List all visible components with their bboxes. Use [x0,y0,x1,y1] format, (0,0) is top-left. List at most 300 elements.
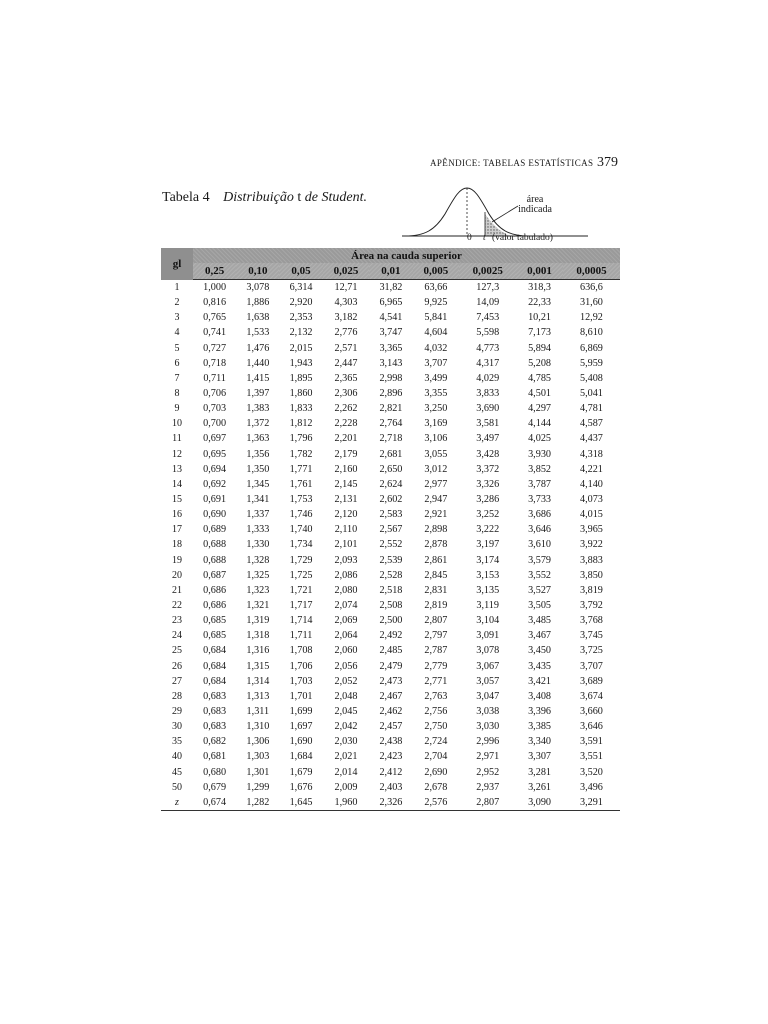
value-cell: 4,303 [334,297,358,309]
value-cell: 2,201 [334,433,358,445]
value-cell: 31,60 [579,297,603,309]
value-cell: 2,831 [424,584,448,596]
value-cell: 2,571 [334,342,358,354]
table-row [161,431,620,446]
table-row [161,689,620,704]
value-cell: 1,323 [246,584,270,596]
table-row [161,628,620,643]
row-gl-cell: 11 [172,433,182,445]
value-cell: 2,845 [424,569,448,581]
value-cell: 3,690 [476,403,500,415]
value-cell: 1,333 [246,524,270,536]
value-cell: 0,690 [203,509,227,521]
table-row [161,325,620,340]
column-header: 0,10 [236,263,279,280]
value-cell: 2,015 [289,342,313,354]
value-cell: 3,591 [579,736,603,748]
value-cell: 3,819 [579,584,603,596]
table-row [161,749,620,764]
value-cell: 2,821 [379,403,403,415]
value-cell: 3,435 [528,660,551,672]
value-cell: 3,421 [528,675,551,687]
value-cell: 2,069 [334,615,358,627]
value-cell: 1,328 [246,554,270,566]
value-cell: 1,860 [289,388,313,400]
value-cell: 0,711 [203,372,226,384]
table-name-t: t [297,190,302,205]
row-gl-cell: 16 [172,509,182,521]
value-cell: 5,959 [579,357,603,369]
value-cell: 4,029 [476,372,500,384]
table-row [161,341,620,356]
value-cell: 1,697 [289,721,313,733]
value-cell: 4,785 [528,372,551,384]
value-cell: 3,408 [528,690,551,702]
value-cell: 6,965 [379,297,403,309]
value-cell: 2,807 [459,795,516,811]
value-cell: 2,787 [424,645,448,657]
value-cell: 9,925 [424,297,448,309]
value-cell: 3,520 [579,766,603,778]
value-cell: 0,674 [193,795,236,811]
value-cell: 3,505 [528,600,551,612]
value-cell: 1,721 [289,584,313,596]
value-cell: 1,734 [289,539,313,551]
value-cell: 1,313 [246,690,270,702]
table-row [161,734,620,749]
table-row [161,780,620,795]
value-cell: 0,686 [203,584,227,596]
value-cell: 2,131 [334,494,358,506]
value-cell: 6,314 [289,282,313,294]
value-cell: 3,552 [528,569,551,581]
value-cell: 0,697 [203,433,227,445]
value-cell: 2,412 [379,766,403,778]
value-cell: 2,552 [379,539,403,551]
value-cell: 3,707 [424,357,448,369]
value-cell: 2,898 [424,524,448,536]
value-cell: 5,408 [579,372,603,384]
table-row [161,537,620,552]
value-cell: 5,041 [579,388,603,400]
value-cell: 3,057 [476,675,500,687]
row-gl-cell: 22 [172,600,182,612]
page-number: 379 [597,155,618,170]
table-label: Tabela 4 [162,190,210,205]
value-cell: 2,492 [379,630,403,642]
running-head: APÊNDICE: TABELAS ESTATÍSTICAS [430,158,594,168]
value-cell: 3,396 [528,706,551,717]
value-cell: 2,262 [334,403,358,415]
value-cell: 1,282 [236,795,279,811]
value-cell: 1,812 [289,418,313,430]
value-cell: 4,025 [528,433,551,445]
row-gl-cell: 1 [174,281,180,293]
value-cell: 0,816 [203,297,227,309]
value-cell: 3,281 [528,766,551,778]
value-cell: 2,467 [379,690,403,702]
value-cell: 1,761 [289,478,313,490]
value-cell: 3,768 [579,615,603,627]
value-cell: 4,144 [528,418,551,430]
value-cell: 2,500 [379,615,403,627]
table-row [161,477,620,492]
value-cell: 1,000 [203,282,227,294]
value-cell: 2,921 [424,509,448,521]
value-cell: 2,042 [334,721,358,733]
value-cell: 2,021 [334,751,358,763]
value-cell: 1,533 [246,327,270,339]
value-cell: 2,326 [369,795,412,811]
value-cell: 2,030 [334,736,358,748]
table-row [161,310,620,325]
value-cell: 4,541 [379,312,403,324]
value-cell: 3,930 [528,448,551,460]
value-cell: 0,695 [203,448,227,460]
value-cell: 2,998 [379,372,403,384]
value-cell: 1,753 [289,494,313,506]
value-cell: 0,680 [203,766,227,778]
value-cell: 3,852 [528,463,551,475]
header-row-columns [161,263,620,280]
value-cell: 1,310 [246,721,270,733]
value-cell: 2,306 [334,388,358,400]
area-label [515,195,555,215]
value-cell: 2,624 [379,478,403,490]
value-cell: 0,741 [203,327,227,339]
value-cell: 3,883 [579,554,603,566]
value-cell: 2,365 [334,372,358,384]
table-row [161,371,620,386]
value-cell: 0,683 [203,706,227,717]
value-cell: 2,764 [379,418,403,430]
table-row [161,462,620,477]
value-cell: 1,350 [246,463,270,475]
table-row [161,643,620,658]
table-row [161,765,620,780]
value-cell: 1,703 [289,675,313,687]
value-cell: 3,660 [579,706,603,717]
valor-tabulado-label: (valor tabulado) [492,233,553,243]
value-cell: 1,330 [246,539,270,551]
value-cell: 1,415 [246,372,270,384]
value-cell: 0,691 [203,494,227,506]
value-cell: 1,706 [289,660,313,672]
value-cell: 0,703 [203,403,227,415]
value-cell: 14,09 [476,297,500,309]
value-cell: 2,060 [334,645,358,657]
value-cell: 1,725 [289,569,313,581]
value-cell: 1,699 [289,706,313,717]
table-row [161,280,620,296]
value-cell: 0,684 [203,660,227,672]
value-cell: 1,684 [289,751,313,763]
value-cell: 4,032 [424,342,448,354]
value-cell: 1,717 [289,600,313,612]
value-cell: 31,82 [379,282,403,294]
value-cell: 2,776 [334,327,358,339]
value-cell: 1,943 [289,357,313,369]
row-gl-cell: 45 [172,766,182,778]
value-cell: 2,690 [424,766,448,778]
value-cell: 1,315 [246,660,270,672]
value-cell: 3,106 [424,433,448,445]
table-row [161,795,620,811]
value-cell: 2,718 [379,433,403,445]
value-cell: 1,886 [246,297,270,309]
value-cell: 1,397 [246,388,270,400]
table-name-rest: de Student. [304,190,367,205]
value-cell: 2,567 [379,524,403,536]
table-row [161,522,620,537]
value-cell: 3,355 [424,388,448,400]
table-row [161,719,620,734]
value-cell: 1,833 [289,403,313,415]
value-cell: 2,602 [379,494,403,506]
value-cell: 3,326 [476,478,500,490]
value-cell: 0,684 [203,645,227,657]
value-cell: 2,681 [379,448,403,460]
value-cell: 3,497 [476,433,500,445]
table-row [161,492,620,507]
table-row [161,401,620,416]
value-cell: 2,485 [379,645,403,657]
value-cell: 2,160 [334,463,358,475]
value-cell: 0,682 [203,736,227,748]
value-cell: 2,508 [379,600,403,612]
row-gl-cell: 9 [174,403,180,415]
value-cell: 3,428 [476,448,500,460]
value-cell: 2,763 [424,690,448,702]
value-cell: 3,610 [528,539,551,551]
value-cell: 3,372 [476,463,500,475]
row-gl-cell: 29 [172,706,182,717]
value-cell: 3,291 [563,795,620,811]
value-cell: 2,528 [379,569,403,581]
row-gl-cell: 12 [172,448,182,460]
area-label-line2: indicada [518,204,552,215]
row-gl-cell: 14 [172,478,182,490]
value-cell: 3,646 [528,524,551,536]
column-header: 0,025 [323,263,370,280]
row-gl-cell: 19 [172,554,182,566]
row-gl-cell: 17 [172,524,182,536]
value-cell: 1,740 [289,524,313,536]
value-cell: 4,140 [579,478,603,490]
value-cell: 1,318 [246,630,270,642]
value-cell: 2,093 [334,554,358,566]
value-cell: 2,797 [424,630,448,642]
value-cell: 2,056 [334,660,358,672]
value-cell: 1,729 [289,554,313,566]
value-cell: 3,747 [379,327,403,339]
value-cell: 3,527 [528,584,551,596]
value-cell: 1,714 [289,615,313,627]
value-cell: 3,055 [424,448,448,460]
value-cell: 8,610 [579,327,603,339]
t-distribution-table [161,248,620,811]
value-cell: 2,132 [289,327,313,339]
value-cell: 3,689 [579,675,603,687]
value-cell: 1,440 [246,357,270,369]
value-cell: 4,073 [579,494,603,506]
value-cell: 1,746 [289,509,313,521]
value-cell: 2,583 [379,509,403,521]
value-cell: 3,725 [579,645,603,657]
value-cell: 2,423 [379,751,403,763]
row-gl-cell: 24 [172,630,182,642]
value-cell: 4,318 [579,448,603,460]
value-cell: 3,047 [476,690,500,702]
column-header: 0,25 [193,263,236,280]
gl-header: gl [161,248,193,280]
value-cell: 0,694 [203,463,227,475]
value-cell: 1,316 [246,645,270,657]
value-cell: 0,685 [203,615,227,627]
table-row [161,416,620,431]
row-gl-cell: 15 [172,494,182,506]
value-cell: 1,383 [246,403,270,415]
value-cell: 12,92 [579,312,603,324]
value-cell: 3,496 [579,781,603,793]
value-cell: 3,067 [476,660,500,672]
value-cell: 3,104 [476,615,500,627]
value-cell: 22,33 [528,297,551,309]
value-cell: 3,197 [476,539,500,551]
value-cell: 6,869 [579,342,603,354]
value-cell: 3,581 [476,418,500,430]
row-gl-cell: 13 [172,463,182,475]
table-body [161,280,620,811]
value-cell: 3,850 [579,569,603,581]
value-cell: 1,676 [289,781,313,793]
value-cell: 3,091 [476,630,500,642]
value-cell: 3,485 [528,615,551,627]
value-cell: 127,3 [476,282,500,294]
row-gl-cell: 7 [174,372,180,384]
value-cell: 3,499 [424,372,448,384]
value-cell: 2,896 [379,388,403,400]
value-cell: 1,895 [289,372,313,384]
value-cell: 0,679 [203,781,227,793]
value-cell: 4,604 [424,327,448,339]
value-cell: 4,221 [579,463,603,475]
value-cell: 2,996 [476,736,500,748]
value-cell: 1,796 [289,433,313,445]
group-header: Área na cauda superior [193,248,620,263]
table-row [161,386,620,401]
value-cell: 0,706 [203,388,227,400]
value-cell: 3,551 [579,751,603,763]
value-cell: 2,678 [424,781,448,793]
row-gl-cell: 23 [172,615,182,627]
row-gl-cell: 40 [172,751,182,763]
value-cell: 1,363 [246,433,270,445]
value-cell: 2,473 [379,675,403,687]
value-cell: 3,286 [476,494,500,506]
value-cell: 2,086 [334,569,358,581]
value-cell: 2,819 [424,600,448,612]
value-cell: 2,145 [334,478,358,490]
value-cell: 3,090 [516,795,563,811]
value-cell: 3,686 [528,509,551,521]
value-cell: 2,947 [424,494,448,506]
value-cell: 3,012 [424,463,448,475]
row-gl-cell: 20 [172,569,182,581]
value-cell: 1,638 [246,312,270,324]
value-cell: 2,771 [424,675,448,687]
value-cell: 3,787 [528,478,551,490]
value-cell: 2,009 [334,781,358,793]
value-cell: 2,228 [334,418,358,430]
value-cell: 3,745 [579,630,603,642]
value-cell: 3,182 [334,312,358,324]
value-cell: 3,078 [246,282,270,294]
column-header: 0,0025 [459,263,516,280]
header-row-group [161,248,620,263]
value-cell: 3,252 [476,509,500,521]
value-cell: 1,319 [246,615,270,627]
value-cell: 0,688 [203,539,227,551]
value-cell: 2,479 [379,660,403,672]
row-gl-cell: 8 [174,388,180,400]
value-cell: 0,689 [203,524,227,536]
value-cell: 3,707 [579,660,603,672]
value-cell: 1,303 [246,751,270,763]
value-cell: 1,711 [289,630,313,642]
table-row [161,568,620,583]
value-cell: 2,539 [379,554,403,566]
value-cell: 0,685 [203,630,227,642]
row-gl-cell: 30 [172,721,182,733]
value-cell: 1,325 [246,569,270,581]
value-cell: 1,476 [246,342,270,354]
value-cell: 2,447 [334,357,358,369]
value-cell: 3,579 [528,554,551,566]
column-header: 0,05 [279,263,322,280]
value-cell: 2,952 [476,766,500,778]
row-gl-cell: 27 [172,675,182,687]
value-cell: 4,773 [476,342,500,354]
row-gl-cell: 25 [172,645,182,657]
value-cell: 2,920 [289,297,313,309]
value-cell: 7,173 [528,327,551,339]
axis-t-label: t [483,233,486,243]
value-cell: 2,977 [424,478,448,490]
value-cell: 1,645 [279,795,322,811]
value-cell: 3,307 [528,751,551,763]
value-cell: 1,314 [246,675,270,687]
value-cell: 12,71 [334,282,358,294]
value-cell: 2,861 [424,554,448,566]
axis-zero-label: 0 [467,233,472,243]
table-row [161,507,620,522]
row-gl-cell: 50 [172,781,182,793]
column-header: 0,001 [516,263,563,280]
table-title [162,190,367,206]
value-cell: 0,718 [203,357,227,369]
table-row [161,674,620,689]
row-gl-cell: 5 [174,342,180,354]
table-row [161,704,620,719]
value-cell: 1,311 [246,706,270,717]
value-cell: 5,598 [476,327,500,339]
value-cell: 2,052 [334,675,358,687]
value-cell: 5,894 [528,342,551,354]
value-cell: 3,135 [476,584,500,596]
value-cell: 0,684 [203,675,227,687]
value-cell: 4,587 [579,418,603,430]
